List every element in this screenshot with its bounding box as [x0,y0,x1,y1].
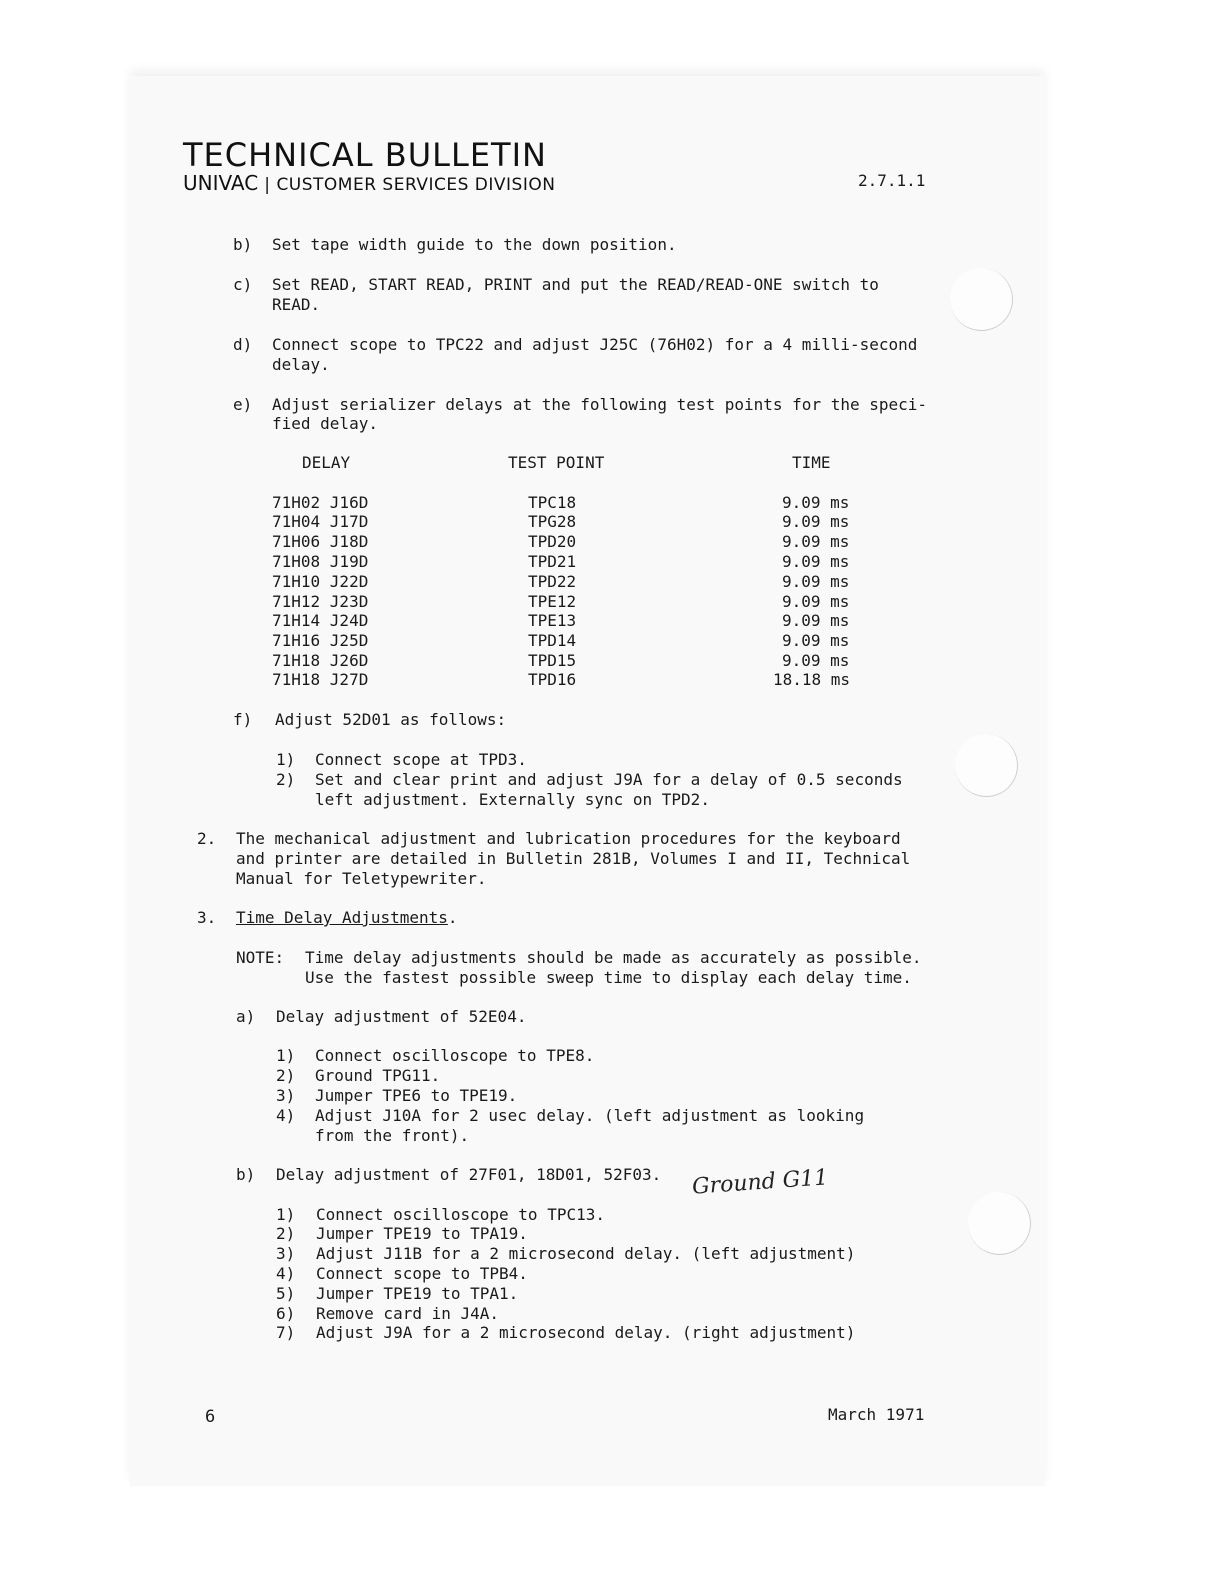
substep [276,1066,441,1086]
step-text-continued: delay. [272,355,330,374]
substep-number: 1) [276,1046,296,1065]
step-text: Delay adjustment of 52E04. [276,1007,527,1026]
bulletin-title: TECHNICAL BULLETIN [183,136,547,174]
cell-test-point: TPD20 [528,532,577,551]
section-text: The mechanical adjustment and lubrication procedures for the keyboard [236,829,901,848]
cell-delay: 71H06 J18D [272,532,369,551]
step-text: Connect scope to TPC22 and adjust J25C (76H02) for a 4 milli-second [272,335,918,354]
substep [276,1046,595,1066]
substep-number: 4) [276,1264,296,1283]
substep-text: Connect scope at TPD3. [315,750,527,769]
publication-date: March 1971 [828,1405,925,1424]
cell-time: 9.09 ms [782,651,850,670]
substep-number: 7) [276,1323,296,1342]
substep [276,1224,528,1244]
substep-text: Adjust J11B for a 2 microsecond delay. (left adjustment) [316,1244,856,1263]
cell-delay: 71H04 J17D [272,512,369,531]
substep [276,770,903,790]
cell-time: 9.09 ms [782,572,850,591]
division-line: UNIVAC | CUSTOMER SERVICES DIVISION [183,171,556,195]
substep-text: Adjust J9A for a 2 microsecond delay. (right adjustment) [316,1323,856,1342]
cell-test-point: TPC18 [528,493,577,512]
step-text: Delay adjustment of 27F01, 18D01, 52F03. [276,1165,662,1184]
table-header-test-point: TEST POINT [508,453,605,472]
substep-number: 5) [276,1284,296,1303]
substep-text: Remove card in J4A. [316,1304,500,1323]
step-d [233,335,918,355]
note-text-continued: Use the fastest possible sweep time to display each delay time. [305,968,912,987]
note-label: NOTE: [236,948,285,967]
substep-number: 6) [276,1304,296,1323]
step-text: Adjust 52D01 as follows: [275,710,507,729]
section-text-continued: Manual for Teletypewriter. [236,869,487,888]
punch-hole-bottom [968,1192,1031,1255]
document-number: 2.7.1.1 [858,171,926,190]
substep-number: 1) [276,1205,296,1224]
cell-delay: 71H14 J24D [272,611,369,630]
cell-test-point: TPD14 [528,631,577,650]
step-label: f) [233,710,253,729]
univac-logo: UNIVAC [183,171,259,195]
section-text-continued: and printer are detailed in Bulletin 281B, Volumes I and II, Technical [236,849,911,868]
step-label: a) [236,1007,256,1026]
step-text-continued: READ. [272,295,321,314]
division-name: CUSTOMER SERVICES DIVISION [276,175,556,195]
step-text: Adjust serializer delays at the following test points for the speci- [272,395,928,414]
cell-delay: 71H16 J25D [272,631,369,650]
cell-time: 9.09 ms [782,512,850,531]
cell-test-point: TPD21 [528,552,577,571]
step-b [233,235,677,255]
section-title-period: . [447,908,458,927]
substep-text-continued: left adjustment. Externally sync on TPD2. [315,790,710,809]
substep-number: 3) [276,1086,296,1105]
cell-delay: 71H18 J27D [272,670,369,689]
cell-time: 9.09 ms [782,493,850,512]
substep [276,1244,856,1264]
handwritten-annotation: Ground G11 [691,1165,830,1200]
cell-delay: 71H10 J22D [272,572,369,591]
step-label: c) [233,275,253,294]
page-number: 6 [205,1407,216,1427]
section-number: 3. [197,908,217,927]
cell-delay: 71H12 J23D [272,592,369,611]
substep-text-continued: from the front). [315,1126,470,1145]
cell-test-point: TPD15 [528,651,577,670]
cell-delay: 71H08 J19D [272,552,369,571]
substep [276,1284,519,1304]
cell-test-point: TPE13 [528,611,577,630]
section-3 [197,908,458,928]
substep-number: 2) [276,1224,296,1243]
substep-number: 2) [276,1066,296,1085]
substep-number: 2) [276,770,296,789]
substep [276,750,527,770]
punch-hole-middle [955,734,1018,797]
cell-test-point: TPG28 [528,512,577,531]
step-c [233,275,879,295]
cell-delay: 71H18 J26D [272,651,369,670]
note [236,948,922,968]
substep-text: Connect scope to TPB4. [316,1264,528,1283]
substep-text: Adjust J10A for 2 usec delay. (left adjustment as looking [315,1106,865,1125]
step-label: b) [233,235,253,254]
substep [276,1205,605,1225]
cell-time: 18.18 ms [773,670,851,689]
substep-text: Connect oscilloscope to TPE8. [315,1046,595,1065]
substep [276,1086,518,1106]
substep-number: 1) [276,750,296,769]
cell-time: 9.09 ms [782,532,850,551]
cell-test-point: TPE12 [528,592,577,611]
step-text-continued: fied delay. [272,414,378,433]
substep-number: 4) [276,1106,296,1125]
cell-test-point: TPD16 [528,670,577,689]
cell-time: 9.09 ms [782,631,850,650]
cell-time: 9.09 ms [782,552,850,571]
substep [276,1323,856,1343]
cell-time: 9.09 ms [782,611,850,630]
step-label: b) [236,1165,256,1184]
table-header-time: TIME [792,453,831,472]
substep-number: 3) [276,1244,296,1263]
step-text: Set READ, START READ, PRINT and put the READ/READ-ONE switch to [272,275,879,294]
step-3b [236,1165,662,1185]
section-2 [197,829,901,849]
cell-test-point: TPD22 [528,572,577,591]
step-label: d) [233,335,253,354]
substep [276,1264,528,1284]
punch-hole-top [950,268,1013,331]
substep-text: Ground TPG11. [315,1066,441,1085]
substep-text: Jumper TPE19 to TPA1. [316,1284,519,1303]
substep [276,1304,500,1324]
step-e [233,395,928,415]
table-header-delay: DELAY [302,453,351,472]
section-title: Time Delay Adjustments [236,908,448,927]
substep-text: Jumper TPE6 to TPE19. [315,1086,518,1105]
step-text: Set tape width guide to the down position. [272,235,677,254]
cell-time: 9.09 ms [782,592,850,611]
step-f [233,710,507,730]
cell-delay: 71H02 J16D [272,493,369,512]
note-text: Time delay adjustments should be made as accurately as possible. [305,948,922,967]
step-label: e) [233,395,253,414]
step-3a [236,1007,527,1027]
section-number: 2. [197,829,217,848]
substep [276,1106,865,1126]
substep-text: Connect oscilloscope to TPC13. [316,1205,605,1224]
substep-text: Jumper TPE19 to TPA19. [316,1224,528,1243]
substep-text: Set and clear print and adjust J9A for a delay of 0.5 seconds [315,770,903,789]
